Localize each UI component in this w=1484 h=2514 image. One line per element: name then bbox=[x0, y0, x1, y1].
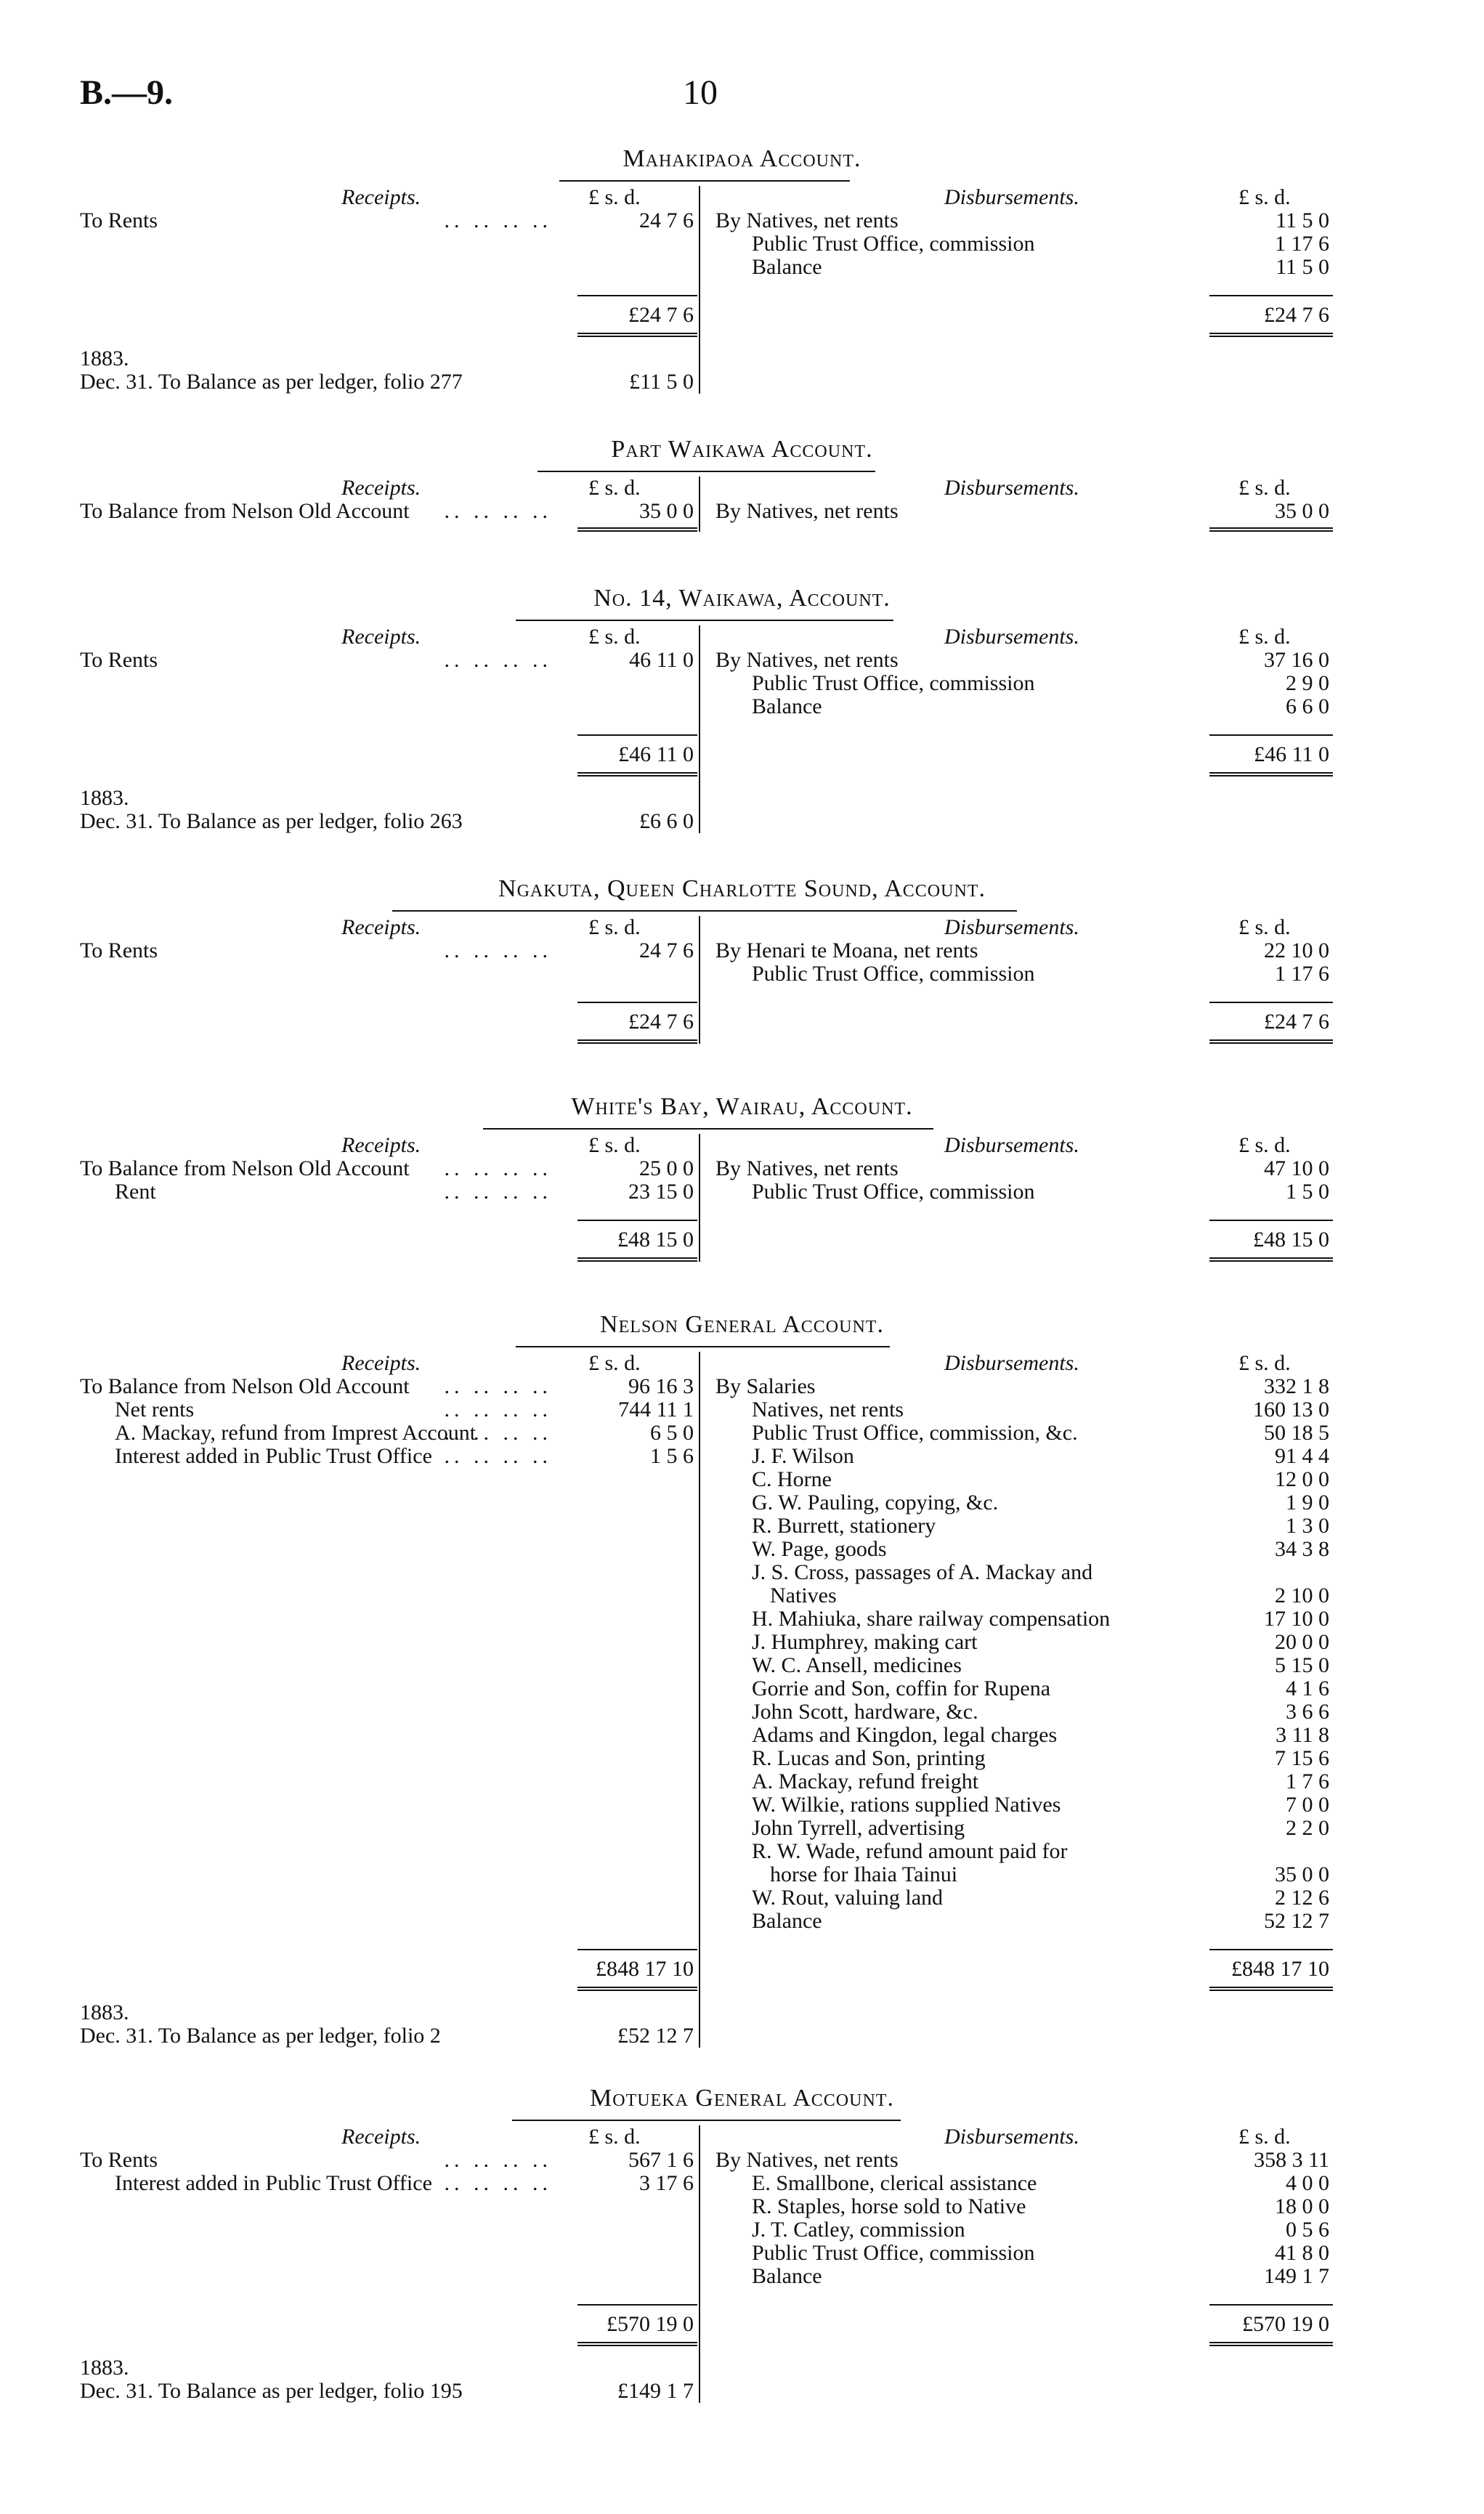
receipts-lsd-heading: £ s. d. bbox=[588, 185, 641, 209]
disbursement-label: H. Mahiuka, share railway compensation bbox=[752, 1607, 1111, 1631]
disbursement-amount: 4 0 0 bbox=[1286, 2171, 1329, 2195]
disbursement-label: horse for Ihaia Tainui bbox=[770, 1862, 958, 1886]
disbursements-total: £48 15 0 bbox=[1253, 1228, 1329, 1252]
disbursement-label: John Tyrrell, advertising bbox=[752, 1816, 965, 1840]
disbursement-label: Public Trust Office, commission bbox=[752, 962, 1035, 986]
disbursements-lsd-heading: £ s. d. bbox=[1238, 1351, 1291, 1375]
disbursements-total-double-rule bbox=[1209, 1987, 1333, 1991]
disbursement-amount: 7 0 0 bbox=[1286, 1793, 1329, 1817]
disbursements-total-double-rule bbox=[1209, 1257, 1333, 1262]
receipts-subtotal-rule bbox=[577, 1002, 697, 1003]
receipt-amount: 35 0 0 bbox=[633, 500, 694, 523]
leader-dots: .. .. .. .. bbox=[444, 500, 552, 523]
disbursement-label: Balance bbox=[752, 1909, 822, 1933]
receipts-lsd-heading: £ s. d. bbox=[588, 1351, 641, 1375]
disbursement-amount: 3 11 8 bbox=[1276, 1723, 1329, 1747]
account-title: Part Waikawa Account. bbox=[611, 436, 873, 463]
disbursement-label: Balance bbox=[752, 255, 822, 279]
disbursement-amount: 1 5 0 bbox=[1286, 1180, 1329, 1204]
closing-balance-text: Dec. 31. To Balance as per ledger, folio 263 bbox=[80, 809, 463, 833]
disbursement-label: Public Trust Office, commission bbox=[752, 2241, 1035, 2265]
leader-dots: .. .. .. .. bbox=[444, 2149, 552, 2172]
disbursement-label: R. W. Wade, refund amount paid for bbox=[752, 1839, 1068, 1863]
page-number: 10 bbox=[683, 73, 718, 112]
account-section bbox=[0, 585, 1484, 833]
receipts-total-double-rule bbox=[577, 333, 697, 337]
account-section bbox=[0, 2085, 1484, 2403]
disbursement-label: By Natives, net rents bbox=[715, 2148, 899, 2172]
disbursement-label: By Natives, net rents bbox=[715, 208, 899, 232]
disbursement-label: G. W. Pauling, copying, &c. bbox=[752, 1491, 999, 1515]
disbursement-amount: 2 12 6 bbox=[1275, 1886, 1329, 1910]
disbursements-total-double-rule bbox=[1209, 2342, 1333, 2346]
receipts-subtotal-rule bbox=[577, 295, 697, 296]
title-underline bbox=[516, 620, 893, 621]
receipts-heading: Receipts. bbox=[341, 476, 421, 500]
disbursement-label: J. F. Wilson bbox=[752, 1444, 854, 1468]
receipts-total-double-rule bbox=[577, 1257, 697, 1262]
receipts-total-double-rule bbox=[577, 772, 697, 776]
disbursement-amount: 1 9 0 bbox=[1286, 1491, 1329, 1515]
receipts-subtotal-rule bbox=[577, 1949, 697, 1950]
receipts-lsd-heading: £ s. d. bbox=[588, 625, 641, 649]
receipt-label: To Balance from Nelson Old Account bbox=[80, 1156, 410, 1180]
account-title: Motueka General Account. bbox=[590, 2085, 894, 2112]
disbursements-heading: Disbursements. bbox=[944, 185, 1079, 209]
disbursement-amount: 149 1 7 bbox=[1264, 2264, 1329, 2288]
disbursement-label: Public Trust Office, commission bbox=[752, 1180, 1035, 1204]
closing-year: 1883. bbox=[80, 786, 129, 810]
column-divider bbox=[699, 916, 700, 1044]
disbursements-heading: Disbursements. bbox=[944, 1133, 1079, 1157]
receipt-label: To Rents bbox=[80, 938, 158, 962]
disbursement-amount: 1 7 6 bbox=[1286, 1769, 1329, 1793]
disbursement-label: Gorrie and Son, coffin for Rupena bbox=[752, 1676, 1051, 1700]
disbursements-lsd-heading: £ s. d. bbox=[1238, 1133, 1291, 1157]
disbursement-label: Natives bbox=[770, 1584, 837, 1607]
receipt-label: To Rents bbox=[80, 648, 158, 672]
disbursements-subtotal-rule bbox=[1209, 1949, 1333, 1950]
disbursement-label: W. C. Ansell, medicines bbox=[752, 1653, 962, 1677]
title-underline bbox=[538, 471, 875, 472]
disbursement-amount: 50 18 5 bbox=[1264, 1421, 1329, 1445]
receipt-amount: 1 5 6 bbox=[644, 1445, 694, 1468]
title-underline bbox=[483, 1128, 933, 1130]
receipt-amount: 744 11 1 bbox=[612, 1398, 694, 1422]
disbursements-total: £570 19 0 bbox=[1242, 2312, 1329, 2336]
disbursement-label: J. Humphrey, making cart bbox=[752, 1630, 978, 1654]
leader-dots: .. .. .. .. bbox=[444, 1180, 552, 1204]
disbursement-amount: 35 0 0 bbox=[1275, 499, 1329, 523]
title-underline bbox=[392, 910, 1017, 912]
disbursement-label: E. Smallbone, clerical assistance bbox=[752, 2171, 1037, 2195]
disbursements-total: £46 11 0 bbox=[1254, 742, 1329, 766]
disbursement-label: Public Trust Office, commission bbox=[752, 232, 1035, 256]
disbursement-amount: 160 13 0 bbox=[1253, 1398, 1329, 1422]
disbursement-label: Balance bbox=[752, 694, 822, 718]
account-section bbox=[0, 875, 1484, 1034]
disbursement-amount: 34 3 8 bbox=[1275, 1537, 1329, 1561]
disbursement-amount: 332 1 8 bbox=[1264, 1374, 1329, 1398]
leader-dots: .. .. .. .. bbox=[444, 1422, 552, 1445]
disbursement-amount: 358 3 11 bbox=[1254, 2148, 1329, 2172]
receipt-amount: 25 0 0 bbox=[633, 1157, 694, 1180]
disbursement-label: A. Mackay, refund freight bbox=[752, 1769, 979, 1793]
receipts-total: £24 7 6 bbox=[628, 303, 694, 327]
receipt-label: Rent bbox=[115, 1180, 156, 1204]
receipts-heading: Receipts. bbox=[341, 1133, 421, 1157]
closing-balance-text: Dec. 31. To Balance as per ledger, folio 277 bbox=[80, 370, 463, 394]
disbursements-heading: Disbursements. bbox=[944, 1351, 1079, 1375]
disbursement-amount: 2 9 0 bbox=[1286, 671, 1329, 695]
disbursement-amount: 1 3 0 bbox=[1286, 1514, 1329, 1538]
disbursement-amount: 2 10 0 bbox=[1275, 1584, 1329, 1607]
title-underline bbox=[516, 1346, 890, 1347]
receipts-total: £48 15 0 bbox=[617, 1228, 694, 1252]
receipt-label: Interest added in Public Trust Office bbox=[115, 1444, 432, 1468]
receipt-amount: 3 17 6 bbox=[633, 2172, 694, 2195]
disbursement-label: R. Lucas and Son, printing bbox=[752, 1746, 986, 1770]
disbursements-subtotal-rule bbox=[1209, 2304, 1333, 2306]
receipts-total-double-rule bbox=[577, 1039, 697, 1044]
receipts-subtotal-rule bbox=[577, 2304, 697, 2306]
closing-year: 1883. bbox=[80, 2356, 129, 2380]
receipts-heading: Receipts. bbox=[341, 1351, 421, 1375]
column-divider bbox=[699, 2125, 700, 2403]
receipt-label: To Balance from Nelson Old Account bbox=[80, 1374, 410, 1398]
column-divider bbox=[699, 477, 700, 532]
disbursement-label: By Natives, net rents bbox=[715, 1156, 899, 1180]
receipts-lsd-heading: £ s. d. bbox=[588, 1133, 641, 1157]
disbursement-amount: 7 15 6 bbox=[1275, 1746, 1329, 1770]
leader-dots: .. .. .. .. bbox=[444, 1157, 552, 1180]
receipts-subtotal-rule bbox=[577, 734, 697, 736]
leader-dots: .. .. .. .. bbox=[444, 209, 552, 232]
disbursement-label: J. S. Cross, passages of A. Mackay and bbox=[752, 1560, 1093, 1584]
receipts-total-double-rule bbox=[577, 527, 697, 532]
disbursement-amount: 52 12 7 bbox=[1264, 1909, 1329, 1933]
disbursement-amount: 4 1 6 bbox=[1286, 1676, 1329, 1700]
disbursement-amount: 1 17 6 bbox=[1275, 232, 1329, 256]
disbursement-label: W. Page, goods bbox=[752, 1537, 887, 1561]
account-title: White's Bay, Wairau, Account. bbox=[571, 1093, 913, 1120]
receipts-total: £848 17 10 bbox=[596, 1957, 694, 1981]
account-title: No. 14, Waikawa, Account. bbox=[593, 585, 891, 612]
disbursement-label: Public Trust Office, commission, &c. bbox=[752, 1421, 1078, 1445]
closing-year: 1883. bbox=[80, 2000, 129, 2024]
column-divider bbox=[699, 625, 700, 833]
disbursement-label: R. Staples, horse sold to Native bbox=[752, 2194, 1026, 2218]
closing-balance-amount: £52 12 7 bbox=[617, 2024, 694, 2048]
receipt-label: Interest added in Public Trust Office bbox=[115, 2171, 432, 2195]
disbursements-lsd-heading: £ s. d. bbox=[1238, 915, 1291, 939]
disbursement-amount: 41 8 0 bbox=[1275, 2241, 1329, 2265]
disbursements-heading: Disbursements. bbox=[944, 2125, 1079, 2149]
leader-dots: .. .. .. .. bbox=[444, 1375, 552, 1398]
receipts-heading: Receipts. bbox=[341, 625, 421, 649]
disbursement-amount: 37 16 0 bbox=[1264, 648, 1329, 672]
disbursement-amount: 47 10 0 bbox=[1264, 1156, 1329, 1180]
receipt-label: To Rents bbox=[80, 208, 158, 232]
disbursements-total: £848 17 10 bbox=[1231, 1957, 1329, 1981]
disbursements-heading: Disbursements. bbox=[944, 476, 1079, 500]
closing-balance-amount: £6 6 0 bbox=[639, 809, 694, 833]
receipts-total: £46 11 0 bbox=[618, 742, 694, 766]
disbursement-label: C. Horne bbox=[752, 1467, 832, 1491]
disbursement-amount: 6 6 0 bbox=[1286, 694, 1329, 718]
disbursement-label: Adams and Kingdon, legal charges bbox=[752, 1723, 1058, 1747]
receipt-label: To Balance from Nelson Old Account bbox=[80, 499, 410, 523]
receipt-amount: 46 11 0 bbox=[623, 649, 694, 672]
report-code: B.—9. bbox=[80, 73, 174, 112]
disbursements-total-double-rule bbox=[1209, 527, 1333, 532]
receipts-subtotal-rule bbox=[577, 1220, 697, 1221]
closing-year: 1883. bbox=[80, 346, 129, 370]
disbursement-amount: 0 5 6 bbox=[1286, 2218, 1329, 2242]
disbursements-heading: Disbursements. bbox=[944, 625, 1079, 649]
disbursement-amount: 11 5 0 bbox=[1276, 208, 1329, 232]
disbursement-label: By Salaries bbox=[715, 1374, 816, 1398]
disbursement-amount: 17 10 0 bbox=[1264, 1607, 1329, 1631]
disbursement-amount: 11 5 0 bbox=[1276, 255, 1329, 279]
disbursements-lsd-heading: £ s. d. bbox=[1238, 2125, 1291, 2149]
disbursements-heading: Disbursements. bbox=[944, 915, 1079, 939]
disbursement-amount: 2 2 0 bbox=[1286, 1816, 1329, 1840]
receipts-lsd-heading: £ s. d. bbox=[588, 476, 641, 500]
disbursements-total: £24 7 6 bbox=[1264, 1010, 1329, 1034]
disbursement-label: John Scott, hardware, &c. bbox=[752, 1700, 978, 1724]
receipts-lsd-heading: £ s. d. bbox=[588, 915, 641, 939]
leader-dots: .. .. .. .. bbox=[444, 649, 552, 672]
receipt-label: Net rents bbox=[115, 1398, 195, 1422]
receipts-lsd-heading: £ s. d. bbox=[588, 2125, 641, 2149]
closing-balance-text: Dec. 31. To Balance as per ledger, folio 195 bbox=[80, 2379, 463, 2403]
disbursements-lsd-heading: £ s. d. bbox=[1238, 625, 1291, 649]
leader-dots: .. .. .. .. bbox=[444, 2172, 552, 2195]
account-section bbox=[0, 145, 1484, 394]
disbursement-label: W. Rout, valuing land bbox=[752, 1886, 944, 1910]
disbursement-amount: 18 0 0 bbox=[1275, 2194, 1329, 2218]
receipt-amount: 567 1 6 bbox=[623, 2149, 694, 2172]
column-divider bbox=[699, 1352, 700, 2048]
disbursements-total-double-rule bbox=[1209, 333, 1333, 337]
column-divider bbox=[699, 1134, 700, 1262]
receipts-heading: Receipts. bbox=[341, 185, 421, 209]
disbursement-label: Natives, net rents bbox=[752, 1398, 904, 1422]
account-section bbox=[0, 1311, 1484, 2048]
receipt-amount: 6 5 0 bbox=[644, 1422, 694, 1445]
leader-dots: .. .. .. .. bbox=[444, 939, 552, 962]
receipts-heading: Receipts. bbox=[341, 2125, 421, 2149]
disbursement-label: Balance bbox=[752, 2264, 822, 2288]
disbursement-label: J. T. Catley, commission bbox=[752, 2218, 965, 2242]
disbursements-subtotal-rule bbox=[1209, 734, 1333, 736]
disbursement-label: Public Trust Office, commission bbox=[752, 671, 1035, 695]
closing-balance-amount: £149 1 7 bbox=[617, 2379, 694, 2403]
account-title: Ngakuta, Queen Charlotte Sound, Account. bbox=[498, 875, 986, 902]
receipts-total-double-rule bbox=[577, 2342, 697, 2346]
disbursement-amount: 1 17 6 bbox=[1275, 962, 1329, 986]
account-section bbox=[0, 1093, 1484, 1252]
account-section bbox=[0, 436, 1484, 523]
disbursement-label: By Natives, net rents bbox=[715, 648, 899, 672]
receipts-total: £24 7 6 bbox=[628, 1010, 694, 1034]
receipts-heading: Receipts. bbox=[341, 915, 421, 939]
receipt-label: To Rents bbox=[80, 2148, 158, 2172]
disbursements-total-double-rule bbox=[1209, 1039, 1333, 1044]
disbursement-amount: 91 4 4 bbox=[1275, 1444, 1329, 1468]
receipts-total: £570 19 0 bbox=[607, 2312, 694, 2336]
title-underline bbox=[559, 180, 850, 182]
leader-dots: .. .. .. .. bbox=[444, 1445, 552, 1468]
leader-dots: .. .. .. .. bbox=[444, 1398, 552, 1422]
disbursements-subtotal-rule bbox=[1209, 1220, 1333, 1221]
account-title: Mahakipaoa Account. bbox=[623, 145, 861, 172]
title-underline bbox=[512, 2120, 901, 2121]
disbursements-lsd-heading: £ s. d. bbox=[1238, 185, 1291, 209]
receipt-label: A. Mackay, refund from Imprest Account bbox=[115, 1421, 477, 1445]
receipt-amount: 96 16 3 bbox=[623, 1375, 694, 1398]
receipt-amount: 24 7 6 bbox=[633, 939, 694, 962]
disbursements-lsd-heading: £ s. d. bbox=[1238, 476, 1291, 500]
closing-balance-amount: £11 5 0 bbox=[629, 370, 694, 394]
disbursement-label: By Natives, net rents bbox=[715, 499, 899, 523]
disbursement-amount: 35 0 0 bbox=[1275, 1862, 1329, 1886]
disbursement-label: W. Wilkie, rations supplied Natives bbox=[752, 1793, 1061, 1817]
disbursement-label: R. Burrett, stationery bbox=[752, 1514, 936, 1538]
disbursement-amount: 5 15 0 bbox=[1275, 1653, 1329, 1677]
receipt-amount: 23 15 0 bbox=[623, 1180, 694, 1204]
receipts-total-double-rule bbox=[577, 1987, 697, 1991]
disbursement-amount: 12 0 0 bbox=[1275, 1467, 1329, 1491]
disbursements-total-double-rule bbox=[1209, 772, 1333, 776]
account-title: Nelson General Account. bbox=[600, 1311, 884, 1338]
disbursement-amount: 20 0 0 bbox=[1275, 1630, 1329, 1654]
disbursement-amount: 22 10 0 bbox=[1264, 938, 1329, 962]
column-divider bbox=[699, 186, 700, 394]
receipt-amount: 24 7 6 bbox=[633, 209, 694, 232]
disbursements-subtotal-rule bbox=[1209, 295, 1333, 296]
disbursements-total: £24 7 6 bbox=[1264, 303, 1329, 327]
closing-balance-text: Dec. 31. To Balance as per ledger, folio 2 bbox=[80, 2024, 441, 2048]
disbursements-subtotal-rule bbox=[1209, 1002, 1333, 1003]
disbursement-label: By Henari te Moana, net rents bbox=[715, 938, 978, 962]
disbursement-amount: 3 6 6 bbox=[1286, 1700, 1329, 1724]
